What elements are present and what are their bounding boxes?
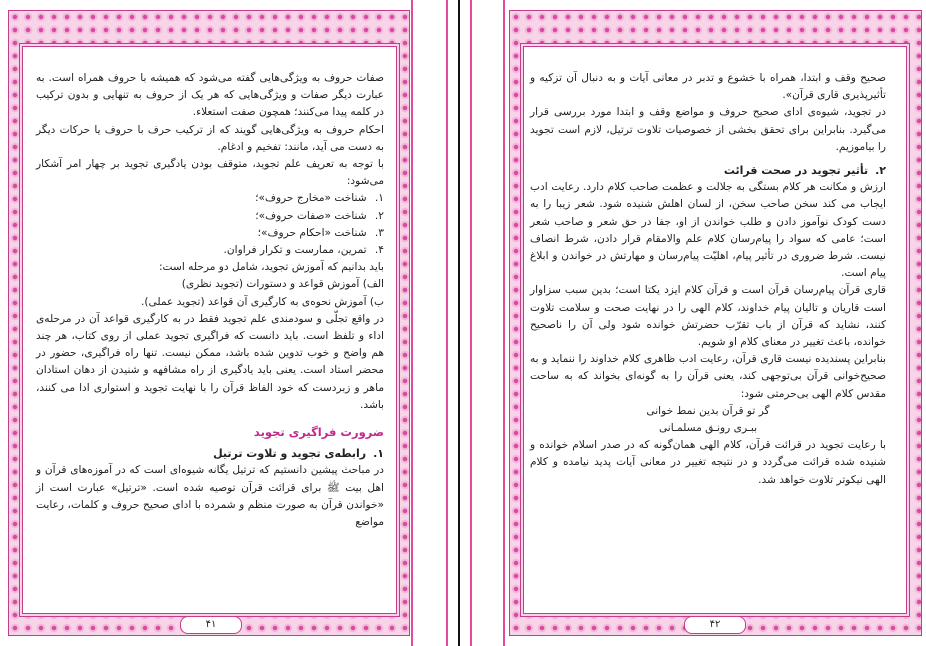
paragraph: صفات حروف به ویژگی‌هایی گفته می‌شود که همیشه با حروف همراه است. به عبارت دیگر صفات و ویژگی‌هایی که هر یک از حروف به تنهایی و بدون ترکیب در کلمه پیدا می‌کنند؛ همچون صفت استعلاء.: [36, 72, 384, 119]
page-number: ۴۱: [180, 616, 242, 634]
paragraph: باید بدانیم که آموزش تجوید، شامل دو مرحله است:: [158, 261, 384, 274]
paragraph: الف) آموزش قواعد و دستورات (تجوید نظری): [181, 278, 384, 291]
list-item: [36, 190, 384, 207]
left-body-text: [36, 70, 384, 531]
paragraph: ارزش و مکانت هر کلام بستگی به جلالت و عظمت صاحب کلام دارد. رعایت ادب ایجاب می کند سخن صاحب سخن، از لسان اهلش شنیده شود. شعر زیبا را به دست کودک نوآموز دادن و طلب خواندن از او، جفا در حق شعر و صاحب شعر است؛ عامی که سواد را پیام‌رسان کلام علم والامقام قرار دادن، شرط انصاف نیست. شرط ضروری در تأثیر پیام، اهلیّت پیام‌رسان و مهارتش در خواندن و ابلاغ پیام است.: [530, 181, 886, 280]
page-edge-line: [470, 0, 472, 646]
list-number: ۳.: [374, 226, 384, 239]
list-item: [36, 242, 384, 259]
left-page: [0, 0, 455, 646]
subheading-number: ۲.: [875, 164, 886, 178]
list-item: [36, 225, 384, 242]
right-page: [462, 0, 926, 646]
subheading-number: ۱.: [373, 447, 384, 461]
paragraph: در مباحث پیشین دانستیم که ترتیل یگانه شیوه‌ای است که در آموزه‌های قرآن و اهل بیت ﷺ برای قرائت قرآن توصیه شده است. «ترتیل» عبارت است از «خواندن قرآن به صورت منظم و شمرده با ادای صحیح حروف و کلمات، رعایت مواضع: [36, 464, 384, 529]
list-text: شناخت «صفات حروف»؛: [255, 209, 367, 222]
page-edge-line: [411, 0, 413, 646]
paragraph: با رعایت تجوید در قرائت قرآن، کلام الهی همان‌گونه که در صدر اسلام خوانده و شنیده شده قرائت می‌گردد و در نتیجه تغییر در معانی آیات پدید نیامده و کلام الهی نیکوتر تلاوت خواهد شد.: [530, 439, 886, 486]
paragraph: صحیح وقف و ابتدا، همراه با خشوع و تدبر در معانی آیات و به دنبال آن تزکیه و تأثیرپذیری قاری قرآن».: [530, 72, 886, 102]
list-text: تمرین، ممارست و تکرار فراوان.: [223, 244, 367, 257]
list-item: [36, 208, 384, 225]
verse-line: گر تو قرآن بدین نمط خوانی: [646, 404, 770, 417]
subheading: [530, 162, 886, 179]
subheading-text: رابطه‌ی تجوید و تلاوت ترتیل: [213, 447, 367, 461]
list-text: شناخت «احکام حروف»؛: [257, 226, 367, 239]
section-heading: ضرورت فراگیری تجوید: [253, 425, 384, 440]
list-number: ۴.: [374, 244, 384, 257]
paragraph: در تجوید، شیوه‌ی ادای صحیح حروف و مواضع وقف و ابتدا مورد بررسی قرار می‌گیرد. بنابراین برای تحقق بخشی از خصوصیات تلاوت ترتیل، لازم است تجوید را بیاموزیم.: [530, 106, 886, 153]
paragraph: قاری قرآن پیام‌رسان قرآن است و قرآن کلام ایزد یکتا است؛ بدین سبب سزاوار است قاریان و تالیان پیام خداوند، کلام الهی را در نهایت صحت و سلامت تلاوت کنند، نشاید که قرآن از باب تقرّب حضرتش خوانده شود ولی آن را ناصحیح خوانده، باعث تغییر در معنای کلام او شویم.: [530, 284, 886, 349]
subheading: [36, 445, 384, 462]
paragraph: احکام حروف به ویژگی‌هایی گویند که از ترکیب حرف با حروف یا حرکات دیگر به دست می آید، مانند: تفخیم و ادغام.: [36, 123, 384, 153]
paragraph: ب) آموزش نحوه‌ی به کارگیری آن قواعد (تجوید عملی).: [141, 295, 384, 308]
verse-line: ببـری رونـق مسلمـانی: [658, 422, 758, 435]
paragraph: با توجه به تعریف علم تجوید، متوقف بودن یادگیری تجوید بر چهار امر آشکار می‌شود:: [36, 158, 384, 188]
subheading-text: تأثیر تجوید در صحت قرائت: [723, 164, 869, 178]
list-number: ۱.: [374, 192, 384, 205]
right-body-text: [530, 70, 886, 489]
list-text: شناخت «مخارج حروف»؛: [255, 192, 367, 205]
book-spine: [455, 0, 462, 646]
list-number: ۲.: [374, 209, 384, 222]
paragraph: در واقع تجلّی و سودمندی علم تجوید فقط در به کارگیری قواعد آن در مرحله‌ی اداء و تلفظ است. باید دانست که فراگیری تجوید عملی از روی کتاب، هر چند هم واضح و خوب تدوین شده باشد، ممکن نیست. تنها راه فراگیری، حضور در محضر استاد است. یعنی باید یادگیری از راه مشافهه و شنیدن از دهان استادان ماهر و زبردست که خود الفاظ قرآن را با نهایت تجوید و استواری ادا می کنند، باشد.: [36, 312, 384, 411]
page-edge-line: [503, 0, 505, 646]
page-edge-line: [446, 0, 448, 646]
page-number: ۴۲: [684, 616, 746, 634]
paragraph: بنابراین پسندیده نیست قاری قرآن، رعایت ادب ظاهری کلام خداوند را ننماید و به صحیح‌خوانی قرآن بی‌توجهی کند، یعنی قرآن را به گونه‌ای بخواند که به ساحت مقدس کلام الهی بی‌حرمتی شود:: [530, 353, 886, 400]
